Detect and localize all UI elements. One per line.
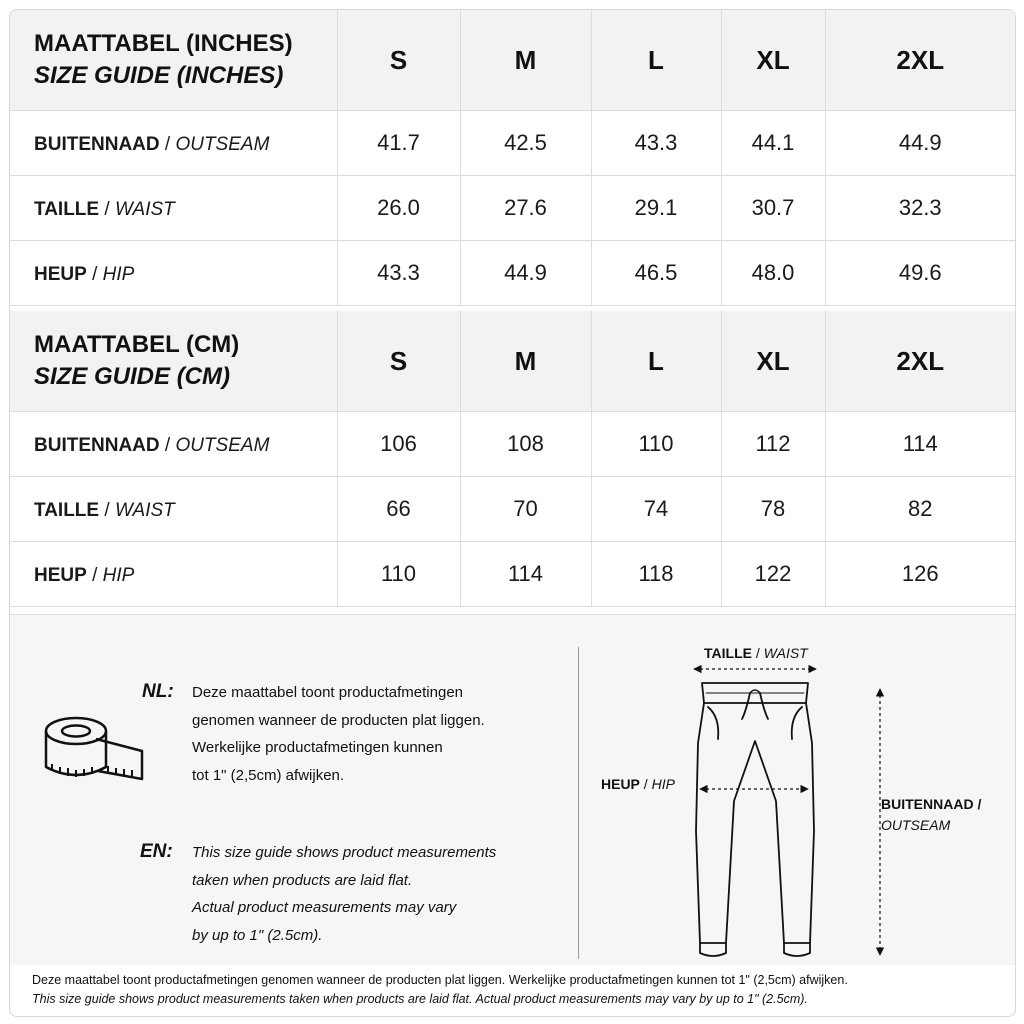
waist-label-nl: TAILLE xyxy=(704,645,752,661)
hip-label-en: HIP xyxy=(651,776,675,792)
row-label xyxy=(10,542,337,607)
table-cell: 112 xyxy=(721,412,825,477)
nl-note-line: genomen wanneer de producten plat liggen. xyxy=(192,711,485,729)
row-label-en: WAIST xyxy=(114,500,175,521)
row-label-en: HIP xyxy=(102,264,135,285)
row-label xyxy=(10,241,337,306)
table-cell: 70 xyxy=(460,477,591,542)
row-label-nl: TAILLE xyxy=(34,500,100,521)
nl-tag: NL: xyxy=(142,681,174,702)
en-tag: EN: xyxy=(140,841,173,862)
table-cell: 78 xyxy=(721,477,825,542)
table-cell: 32.3 xyxy=(825,176,1015,241)
outseam-label-en: OUTSEAM xyxy=(881,817,951,833)
waist-label-en: WAIST xyxy=(763,645,808,661)
table-cell: 110 xyxy=(591,412,721,477)
en-note-line: This size guide shows product measurements xyxy=(192,844,497,861)
nl-note-line: Werkelijke productafmetingen kunnen xyxy=(192,739,443,756)
table-cell: 49.6 xyxy=(825,241,1015,306)
size-header: 2XL xyxy=(825,10,1015,111)
cm-header-row xyxy=(10,311,1015,412)
table-cell: 41.7 xyxy=(337,111,460,176)
size-guide-card xyxy=(9,9,1016,1017)
table-cell: 29.1 xyxy=(591,176,721,241)
table-row xyxy=(10,241,1015,306)
table-row xyxy=(10,477,1015,542)
table-cell: 110 xyxy=(337,542,460,607)
table-cell: 114 xyxy=(825,412,1015,477)
size-header: 2XL xyxy=(825,311,1015,412)
row-label-en: OUTSEAM xyxy=(175,435,270,456)
row-label-en: HIP xyxy=(102,565,135,586)
measurement-info-panel xyxy=(10,614,1015,965)
table-cell: 30.7 xyxy=(721,176,825,241)
table-row xyxy=(10,412,1015,477)
table-cell: 108 xyxy=(460,412,591,477)
size-header: XL xyxy=(721,311,825,412)
waist-label-sep: / xyxy=(751,645,764,661)
inches-table xyxy=(10,10,1015,306)
table-cell: 26.0 xyxy=(337,176,460,241)
inches-header-row xyxy=(10,10,1015,111)
row-label-nl: HEUP xyxy=(34,264,87,285)
row-label-en: OUTSEAM xyxy=(175,134,270,155)
row-label-nl: BUITENNAAD xyxy=(34,435,160,456)
row-label-sep: / xyxy=(86,264,103,285)
table-row xyxy=(10,111,1015,176)
row-label xyxy=(10,412,337,477)
table-cell: 44.9 xyxy=(460,241,591,306)
table-cell: 126 xyxy=(825,542,1015,607)
size-header: S xyxy=(337,311,460,412)
measuring-tape-icon xyxy=(38,711,150,787)
footer-nl: Deze maattabel toont productafmetingen genomen wanneer de producten plat liggen. Werkelijke productafmetingen kunnen tot 1" (2,5cm) afwijken. xyxy=(32,973,848,987)
row-label-nl: TAILLE xyxy=(34,199,100,220)
panel-divider xyxy=(578,647,579,959)
cm-title-en: SIZE GUIDE (CM) xyxy=(34,363,230,390)
row-label-sep: / xyxy=(86,565,103,586)
table-cell: 122 xyxy=(721,542,825,607)
table-cell: 27.6 xyxy=(460,176,591,241)
table-cell: 118 xyxy=(591,542,721,607)
en-note-line: taken when products are laid flat. xyxy=(192,871,413,889)
table-cell: 44.1 xyxy=(721,111,825,176)
table-cell: 106 xyxy=(337,412,460,477)
inches-title-nl: MAATTABEL (INCHES) xyxy=(34,30,293,57)
en-note-line: Actual product measurements may vary xyxy=(192,899,457,916)
inches-title-en: SIZE GUIDE (INCHES) xyxy=(34,62,284,89)
size-header: M xyxy=(460,311,591,412)
table-cell: 43.3 xyxy=(337,241,460,306)
table-cell: 44.9 xyxy=(825,111,1015,176)
table-row xyxy=(10,176,1015,241)
size-header: XL xyxy=(721,10,825,111)
cm-table-title xyxy=(10,311,337,412)
en-note-line: by up to 1" (2.5cm). xyxy=(192,926,323,944)
nl-note-line: tot 1" (2,5cm) afwijken. xyxy=(192,766,345,784)
table-cell: 46.5 xyxy=(591,241,721,306)
size-header: L xyxy=(591,311,721,412)
table-cell: 66 xyxy=(337,477,460,542)
row-label xyxy=(10,477,337,542)
hip-label-nl: HEUP xyxy=(601,776,640,792)
table-cell: 43.3 xyxy=(591,111,721,176)
footer-en: This size guide shows product measurements taken when products are laid flat. Actual product measurements may vary by up to 1" (2.5cm). xyxy=(32,992,808,1006)
en-note xyxy=(192,839,496,949)
row-label xyxy=(10,176,337,241)
size-header: M xyxy=(460,10,591,111)
hip-label-sep: / xyxy=(639,776,652,792)
table-cell: 42.5 xyxy=(460,111,591,176)
cm-table xyxy=(10,311,1015,607)
pants-outline-icon xyxy=(670,651,910,961)
nl-note-line: Deze maattabel toont productafmetingen xyxy=(192,684,464,701)
row-label-sep: / xyxy=(99,500,115,521)
hip-label xyxy=(601,776,675,792)
cm-title-nl: MAATTABEL (CM) xyxy=(34,331,240,358)
footer-note xyxy=(10,965,1015,1016)
row-label-sep: / xyxy=(159,435,176,456)
table-cell: 114 xyxy=(460,542,591,607)
row-label-en: WAIST xyxy=(114,199,175,220)
size-header: S xyxy=(337,10,460,111)
table-cell: 74 xyxy=(591,477,721,542)
table-cell: 48.0 xyxy=(721,241,825,306)
row-label-sep: / xyxy=(159,134,176,155)
row-label-nl: BUITENNAAD xyxy=(34,134,160,155)
nl-note xyxy=(192,679,485,789)
table-cell: 82 xyxy=(825,477,1015,542)
row-label xyxy=(10,111,337,176)
outseam-label-nl: BUITENNAAD / xyxy=(881,796,982,812)
row-label-sep: / xyxy=(99,199,115,220)
row-label-nl: HEUP xyxy=(34,565,87,586)
inches-table-title xyxy=(10,10,337,111)
size-header: L xyxy=(591,10,721,111)
table-row xyxy=(10,542,1015,607)
